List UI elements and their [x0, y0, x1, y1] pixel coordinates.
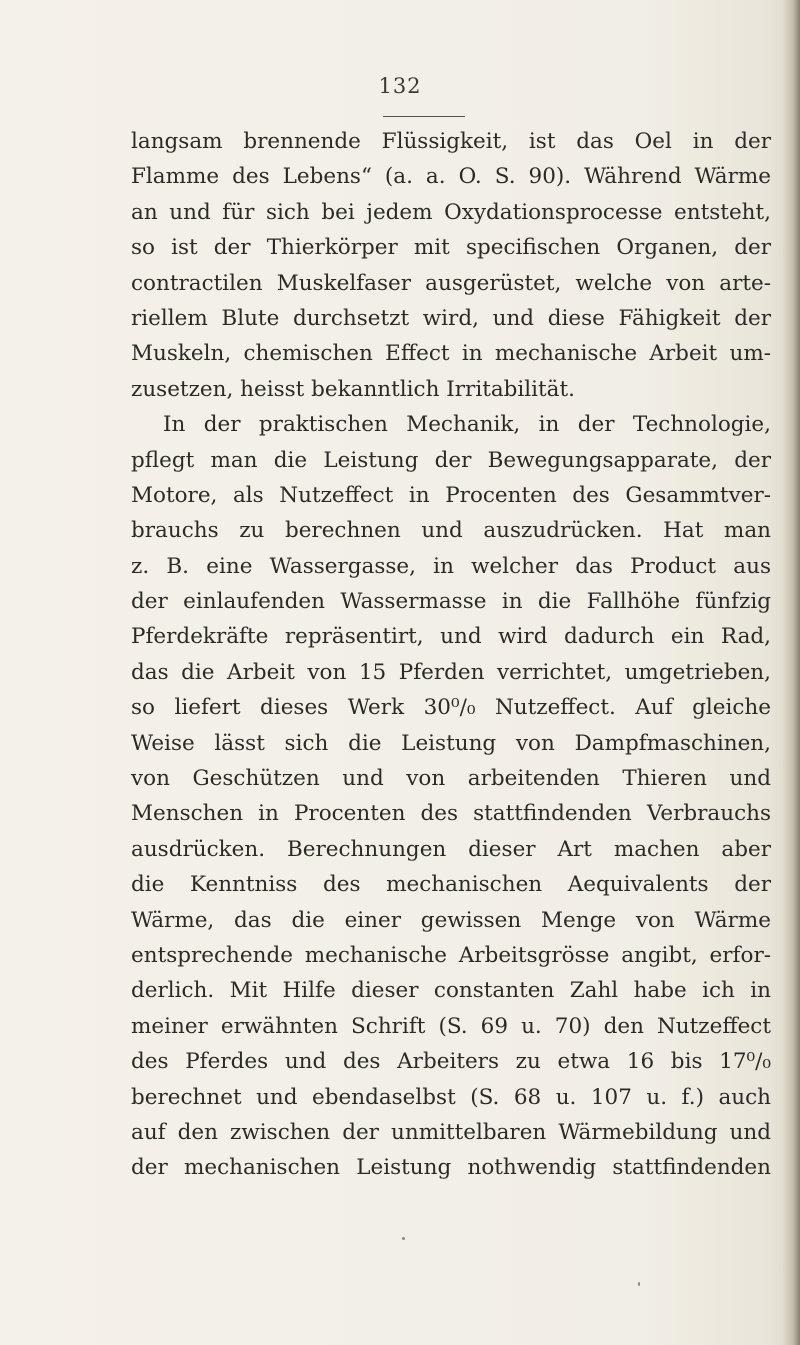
- text-line: Flamme des Lebens“ (a. a. O. S. 90). Während Wärme: [131, 164, 771, 190]
- text-line: das die Arbeit von 15 Pferden verrichtet, umgetrieben,: [131, 659, 771, 685]
- text-line: brauchs zu berechnen und auszudrücken. Hat man: [131, 518, 771, 544]
- paper-speck: [638, 1282, 640, 1286]
- text-line: berechnet und ebendaselbst (S. 68 u. 107 u. f.) auch: [131, 1084, 771, 1110]
- text-line: langsam brennende Flüssigkeit, ist das Oel in der: [131, 129, 771, 154]
- body-text: [131, 124, 771, 1186]
- text-line: meiner erwähnten Schrift (S. 69 u. 70) den Nutzeffect: [131, 1013, 771, 1039]
- text-line: In der praktischen Mechanik, in der Technologie,: [163, 412, 771, 438]
- text-line: derlich. Mit Hilfe dieser constanten Zahl habe ich in: [131, 978, 771, 1004]
- text-line: z. B. eine Wassergasse, in welcher das Product aus: [131, 553, 771, 579]
- page-edge-shadow: [782, 0, 800, 1345]
- page-number: 132: [378, 74, 422, 98]
- text-line: auf den zwischen der unmittelbaren Wärmebildung und: [131, 1119, 771, 1145]
- text-line: so ist der Thierkörper mit specifischen Organen, der: [131, 235, 771, 261]
- paper-speck: [402, 1237, 405, 1240]
- text-line: Menschen in Procenten des stattfindenden Verbrauchs: [131, 801, 771, 827]
- text-line: Weise lässt sich die Leistung von Dampfmaschinen,: [131, 730, 771, 756]
- page-number-rule: [383, 116, 465, 117]
- text-line: riellem Blute durchsetzt wird, und diese Fähigkeit der: [131, 305, 771, 331]
- text-line: Motore, als Nutzeffect in Procenten des Gesammtver-: [131, 482, 771, 508]
- text-line: contractilen Muskelfaser ausgerüstet, welche von arte-: [131, 270, 771, 296]
- text-line: Muskeln, chemischen Effect in mechanische Arbeit um-: [131, 341, 771, 367]
- text-line: Pferdekräfte repräsentirt, und wird dadurch ein Rad,: [131, 624, 771, 650]
- text-line: entsprechende mechanische Arbeitsgrösse angibt, erfor-: [131, 942, 771, 968]
- text-line: an und für sich bei jedem Oxydationsprocesse entsteht,: [131, 199, 771, 225]
- text-line: so liefert dieses Werk 30⁰/₀ Nutzeffect. Auf gleiche: [131, 695, 771, 721]
- text-line: zusetzen, heisst bekanntlich Irritabilität.: [131, 376, 575, 402]
- text-line: pflegt man die Leistung der Bewegungsapparate, der: [131, 447, 771, 473]
- text-line: Wärme, das die einer gewissen Menge von Wärme: [131, 907, 771, 933]
- text-line: des Pferdes und des Arbeiters zu etwa 16 bis 17⁰/₀: [131, 1049, 771, 1075]
- text-line: von Geschützen und von arbeitenden Thieren und: [131, 766, 771, 792]
- text-line: der mechanischen Leistung nothwendig stattfindenden: [131, 1155, 771, 1181]
- text-line: die Kenntniss des mechanischen Aequivalents der: [131, 872, 771, 898]
- text-line: der einlaufenden Wassermasse in die Fallhöhe fünfzig: [131, 589, 771, 615]
- text-line: ausdrücken. Berechnungen dieser Art machen aber: [131, 836, 771, 862]
